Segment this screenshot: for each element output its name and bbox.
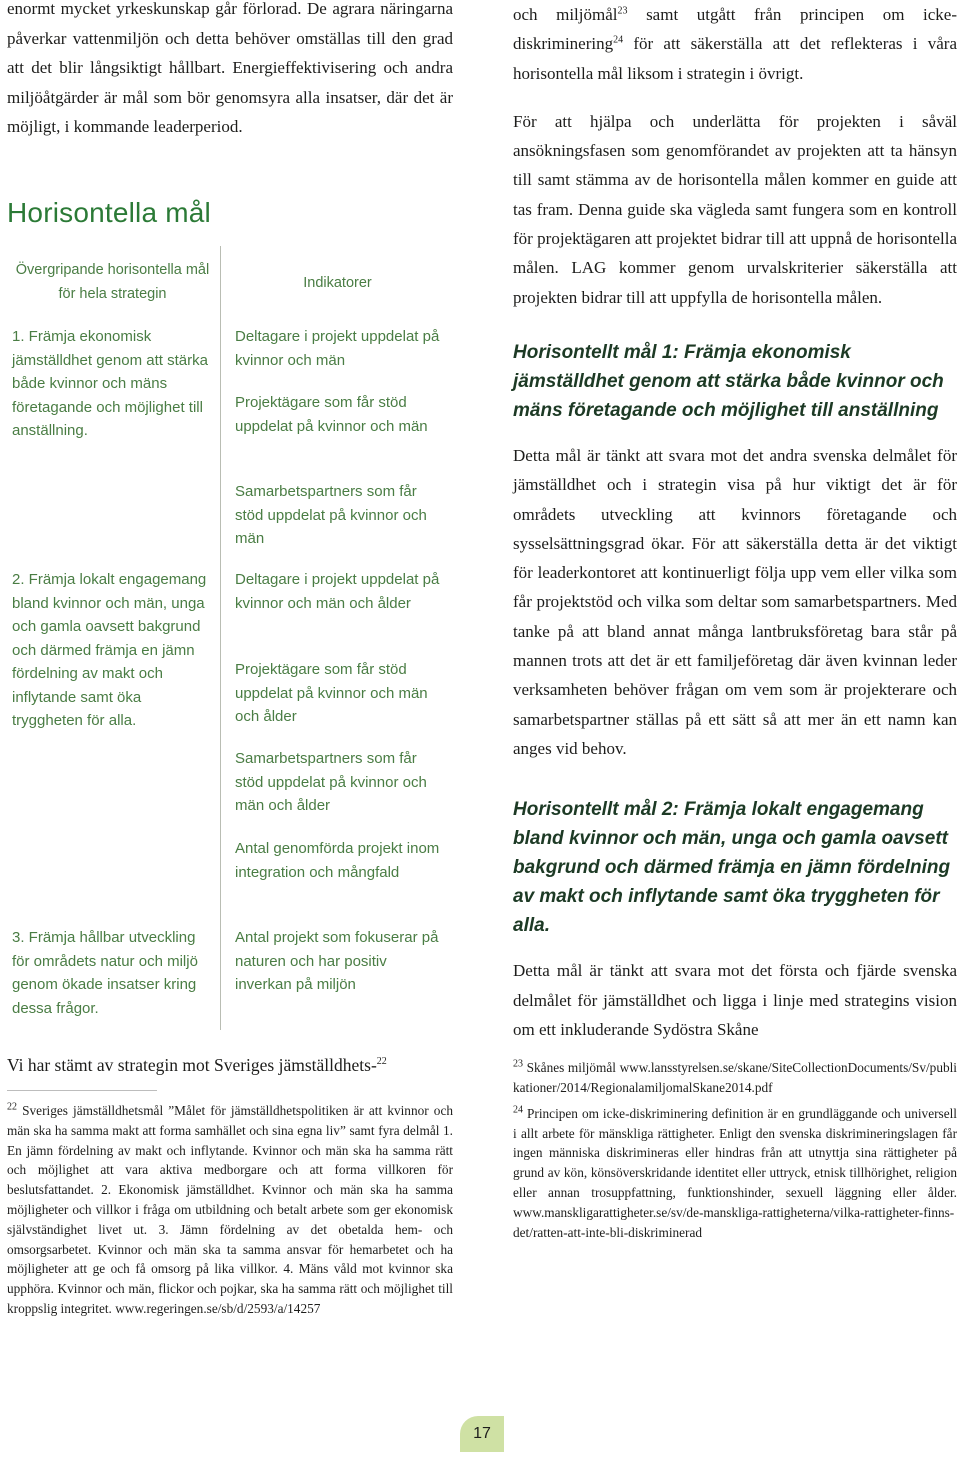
footnote-22-text: Sveriges jämställdhetsmål ”Målet för jämställdhetspolitiken är att kvinnor och män ska ha samma makt att forma samhället och sina egna liv” samt fyra delmål 1. En jämn fördelning av makt och inflytande. Kvinnor och män ska ha samma rätt och möjlighet att vara aktiva medborgare och att forma villkoren för beslutsfattandet. 2. Ekonomisk jämställdhet. Kvinnor och män ska ha samma möjligheter och villkor i fråga om utbildning och betalt arbete som ger ekonomisk självständighet livet ut. 3. Jämn fördelning av det obetalda hem- och omsorgsarbetet. Kvinnor och män ska ta samma ansvar för hemarbetet och ha möjligheter att ge och få omsorg på lika villkor. 4. Mäns våld mot kvinnor ska upphöra. Kvinnor och män, flickor och pojkar, ska ha samma rätt och möjlighet till kroppslig integritet. www.regeringen.se/sb/d/2593/a/14257: [7, 1103, 453, 1316]
footnote-ref-24: 24: [613, 34, 624, 46]
table-divider: [220, 246, 221, 1030]
footnote-rule: [7, 1090, 157, 1091]
footnote-24: [513, 1104, 957, 1243]
p1-part-c: för att säkerställa att det reflekteras i våra horisontella mål liksom i strategin i övrigt.: [513, 34, 957, 83]
footnote-ref-22: 22: [376, 1056, 387, 1068]
page-number: 17: [460, 1416, 504, 1452]
goal-2-indicator-2: Projektägare som får stöd uppdelat på kvinnor och män och ålder: [235, 661, 428, 725]
goal-1-indicator-3: Samarbetspartners som får stöd uppdelat på kvinnor och män: [235, 483, 427, 547]
footnote-22: [7, 1101, 453, 1319]
goal-3-indicator-1: Antal projekt som fokuserar på naturen och har positiv inverkan på miljön: [235, 929, 439, 993]
right-paragraph-1: [513, 0, 957, 88]
p1-part-b: samt utgått från principen om icke-diskriminering: [513, 5, 957, 54]
table-header-indicators: Indikatorer: [303, 275, 372, 291]
goal-3: 3. Främja hållbar utveckling för områdets natur och miljö genom ökade insatser kring dessa frågor.: [12, 929, 198, 1017]
goal-2-indicator-1: Deltagare i projekt uppdelat på kvinnor och män och ålder: [235, 571, 440, 612]
table-header-goals: Övergripande horisontella mål för hela strategin: [15, 262, 210, 302]
closing-sentence-text: Vi har stämt av strategin mot Sveriges jämställdhets-: [7, 1055, 377, 1075]
goal-2: 2. Främja lokalt engagemang bland kvinnor och män, unga och gamla oavsett bakgrund och därmed främja en jämn fördelning av makt och inflytande samt öka tryggheten för alla.: [12, 571, 207, 729]
goal-1: 1. Främja ekonomisk jämställdhet genom att stärka både kvinnor och mäns företagande och möjlighet till anställning.: [12, 328, 208, 439]
footnote-24-number: 24: [513, 1104, 523, 1116]
footnote-23-text: Skånes miljömål www.lansstyrelsen.se/skane/SiteCollectionDocuments/Sv/publikationer/2014/RegionalamiljomalSkane2014.pdf: [513, 1060, 958, 1095]
right-paragraph-4: Detta mål är tänkt att svara mot det första och fjärde svenska delmålet för jämställdhet och ligga i linje med strategins vision om ett inkluderande Sydöstra Skåne: [513, 961, 957, 1039]
goal-heading-1: Horisontellt mål 1: Främja ekonomisk jämställdhet genom att stärka både kvinnor och mäns företagande och möjlighet till anställning: [513, 341, 944, 421]
footnote-24-text: Principen om icke-diskriminering definition är en grundläggande och universell i allt arbete för mänskliga rättigheter. Enligt den svenska diskrimineringslagen får ingen människa diskrimineras eller hindras från att utnyttja sina rättigheter på grund av kön, könsöverskridande identitet eller uttryck, etnisk tillhörighet, religion eller annan trosuppfattning, funktionshinder, sexuell läggning eller ålder. www.manskligarattigheter.se/sv/de-manskliga-rattigheterna/vilka-rattigheter-finns-det/ratten-att-inte-bli-diskriminerad: [513, 1105, 957, 1240]
goal-heading-2: Horisontellt mål 2: Främja lokalt engagemang bland kvinnor och män, unga och gamla oavsett bakgrund och därmed främja en jämn fördelning av makt och inflytande samt öka tryggheten för alla.: [513, 799, 951, 937]
right-paragraph-2: För att hjälpa och underlätta för projekten i såväl ansökningsfasen som genomförandet av projekten att ta hänsyn till samt stämma av de horisontella målen kommer en guide att tas fram. Denna guide ska vägleda samt fungera som en kontroll för projektägaren att projektet bidrar till att uppnå de horisontella målen. LAG kommer genom urvalskriterier säkerställa att projekten bidrar till att uppfylla de horisontella målen.: [513, 111, 957, 307]
section-heading: Horisontella mål: [7, 197, 211, 228]
footnote-23: [513, 1058, 957, 1098]
intro-paragraph: enormt mycket yrkeskunskap går förlorad. De agrara näringarna påverkar vattenmiljön och detta behöver omställas till den grad att det blir långsiktigt hållbart. Energieffektivisering och andra miljöåtgärder är mål som bör genomsyra alla insatser, där det är möjligt, i kommande leaderperiod.: [7, 0, 453, 137]
goal-1-indicator-1: Deltagare i projekt uppdelat på kvinnor och män: [235, 328, 440, 369]
goal-2-indicator-3: Samarbetspartners som får stöd uppdelat på kvinnor och män och ålder: [235, 750, 427, 814]
goal-1-indicator-2: Projektägare som får stöd uppdelat på kvinnor och män: [235, 394, 428, 435]
closing-sentence: [7, 1052, 453, 1078]
p1-part-a: och miljömål: [513, 5, 618, 24]
footnote-22-number: 22: [7, 1101, 17, 1113]
footnote-23-number: 23: [513, 1058, 523, 1070]
footnote-ref-23: 23: [617, 5, 628, 17]
right-paragraph-3: Detta mål är tänkt att svara mot det andra svenska delmålet för jämställdhet och i strategin visa på hur viktigt det är för områdets utveckling att kvinnors företagande och sysselsättningsgrad ökar. För att säkerställa detta är det viktigt för leaderkontoret att kontinuerligt följa upp vem eller vilka som får projektstöd och vilka som deltar som samarbetspartners. Med tanke på att bland annat många lantbruksföretag bara står på mannen trots att det är ett familjeföretag där även kvinnan leder verksamheten behöver frågan om vem som är projekterare och samarbetspartner ställas på ett sätt så att mer än ett namn kan anges vid behov.: [513, 445, 957, 758]
right-column: [513, 0, 957, 1242]
goal-2-indicator-4: Antal genomförda projekt inom integration och mångfald: [235, 840, 440, 881]
horizontal-goals-table: [0, 246, 453, 1030]
